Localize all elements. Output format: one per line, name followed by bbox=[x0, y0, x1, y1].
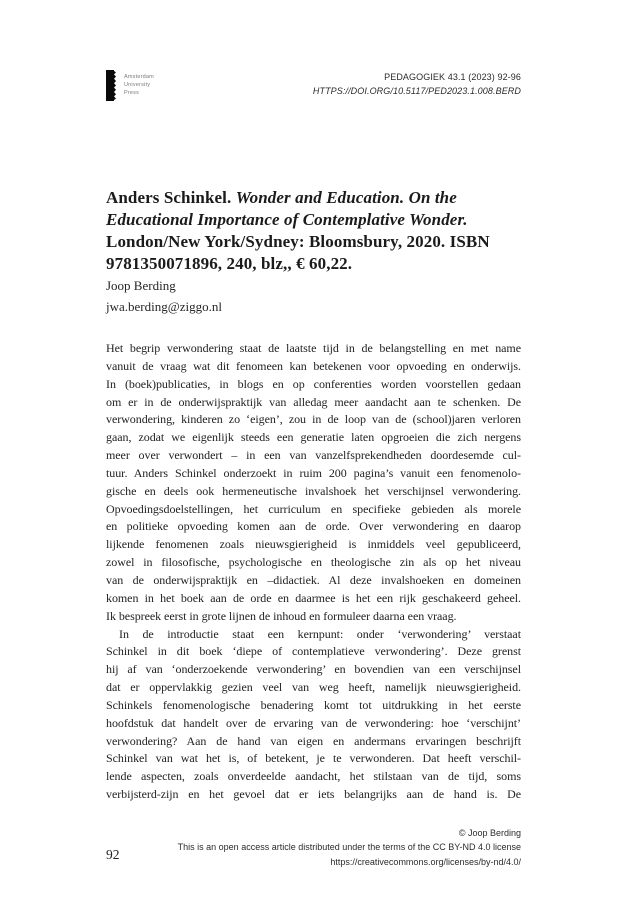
body-text-line: Ik bespreek eerst in grote lijnen de inhoud en formuleer daarna een vraag. bbox=[106, 608, 457, 623]
page-number: 92 bbox=[106, 847, 120, 862]
body-text-line: vanuit de vraag wat dit fenomeen kan betekenen voor opvoeding en onderwijs. bbox=[106, 358, 521, 373]
title-line: 9781350071896, 240, blz,, € 60,22. bbox=[106, 254, 353, 274]
body-text-line: lijkende fenomenen zoals nieuwsgierigheid is inmiddels veel gepubliceerd, bbox=[106, 537, 521, 552]
body-text-line: zowel in filosofische, psychologische en theologische zin als op het niveau bbox=[106, 555, 521, 570]
journal-citation: PEDAGOGIEK 43.1 (2023) 92-96 bbox=[384, 72, 521, 82]
license-line: This is an open access article distributed under the terms of the CC BY-ND 4.0 license bbox=[177, 842, 521, 853]
publisher-name-line: Amsterdam bbox=[124, 74, 154, 80]
aup-logo-icon bbox=[106, 70, 117, 101]
body-text-line: lende aspecten, zoals onverdeelde aandacht, het stilstaan van de tijd, soms bbox=[106, 769, 521, 784]
title-line: Anders Schinkel. Wonder and Education. On the bbox=[106, 188, 457, 208]
body-text-line: Opvoedingsdoelstellingen, het curriculum en specifieke gebieden als morele bbox=[106, 501, 521, 516]
publisher-name-line: Press bbox=[124, 90, 140, 96]
body-text-line: en politieke opvoeding komen aan de orde. Over verwondering en daarop bbox=[106, 519, 521, 534]
body-text-line: tuur. Anders Schinkel onderzoekt in ruim 200 pagina’s vanuit een fenomenolo- bbox=[106, 465, 521, 480]
article-body bbox=[106, 340, 521, 804]
body-text-line: dat er oppervlakkig gezien veel van weg heeft, namelijk nieuwsgierigheid. bbox=[106, 680, 521, 695]
body-text-line: komen in het boek aan de orde en daarmee is het een rijk geschakeerd geheel. bbox=[106, 590, 521, 605]
publisher-name-line: University bbox=[124, 82, 151, 88]
license-url[interactable]: https://creativecommons.org/licenses/by-nd/4.0/ bbox=[330, 856, 521, 867]
body-text-line: gische en deels ook hermeneutische invalshoek het verschijnsel verwondering. bbox=[106, 483, 521, 498]
body-text-line: om er in de onderwijspraktijk van alledag meer aandacht aan te schenken. De bbox=[106, 394, 521, 409]
body-text-line: In de introductie staat een kernpunt: onder ‘verwondering’ verstaat bbox=[119, 626, 521, 641]
body-text-line: van de onderwijspraktijk en –didactiek. Al deze invalshoeken en domeinen bbox=[106, 572, 521, 587]
body-text-line: In (boek)publicaties, in blogs en op conferenties worden voorstellen gedaan bbox=[106, 376, 521, 391]
body-text-line: verwondering, kinderen zo ‘eigen’, zou in de loop van de (school)jaren verloren bbox=[106, 412, 521, 427]
publisher-logo bbox=[106, 70, 154, 101]
body-text-line: hoofdstuk dat handelt over de ervaring van de verwondering: hoe ‘verschijnt’ bbox=[106, 715, 521, 730]
copyright-line: © Joop Berding bbox=[458, 828, 521, 838]
body-text-line: verbijsterd-zijn en het gevoel dat er iets belangrijks aan de hand is. De bbox=[106, 787, 521, 802]
publisher-name bbox=[124, 70, 154, 101]
body-text-line: hij af van ‘onderzoekende verwondering’ en bovendien van een verschijnsel bbox=[106, 662, 521, 677]
title-line: Educational Importance of Contemplative Wonder. bbox=[106, 210, 468, 230]
body-text-line: Het begrip verwondering staat de laatste tijd in de belangstelling en met name bbox=[106, 341, 521, 355]
doi-link[interactable]: HTTPS://DOI.ORG/10.5117/PED2023.1.008.BERD bbox=[312, 86, 521, 96]
article-title bbox=[106, 187, 531, 275]
page-footer-meta bbox=[178, 826, 521, 869]
title-line: London/New York/Sydney: Bloomsbury, 2020. ISBN bbox=[106, 232, 490, 252]
author-block bbox=[106, 276, 222, 317]
body-text-line: Schinkel van wat het is, of betekent, je te verwonderen. Dat heeft verschil- bbox=[106, 751, 521, 766]
author-email: jwa.berding@ziggo.nl bbox=[106, 298, 222, 314]
page-header-meta bbox=[313, 70, 521, 98]
body-text-line: Schinkel in dit boek ‘diepe of contemplatieve verwondering’. Deze grenst bbox=[106, 644, 521, 659]
body-text-line: gaan, zodat we eigenlijk steeds een generatie laten opgroeien die zich nergens bbox=[106, 430, 521, 445]
body-text-line: meer over verwondert – in een van vanzelfsprekendheden doordesemde cul- bbox=[106, 448, 521, 463]
author-name: Joop Berding bbox=[106, 278, 176, 293]
body-text-line: verwondering? Aan de hand van eigen en andermans ervaringen beschrijft bbox=[106, 733, 521, 748]
body-text-line: Schinkels fenomenologische benadering komt tot uitdrukking in het eerste bbox=[106, 697, 521, 712]
